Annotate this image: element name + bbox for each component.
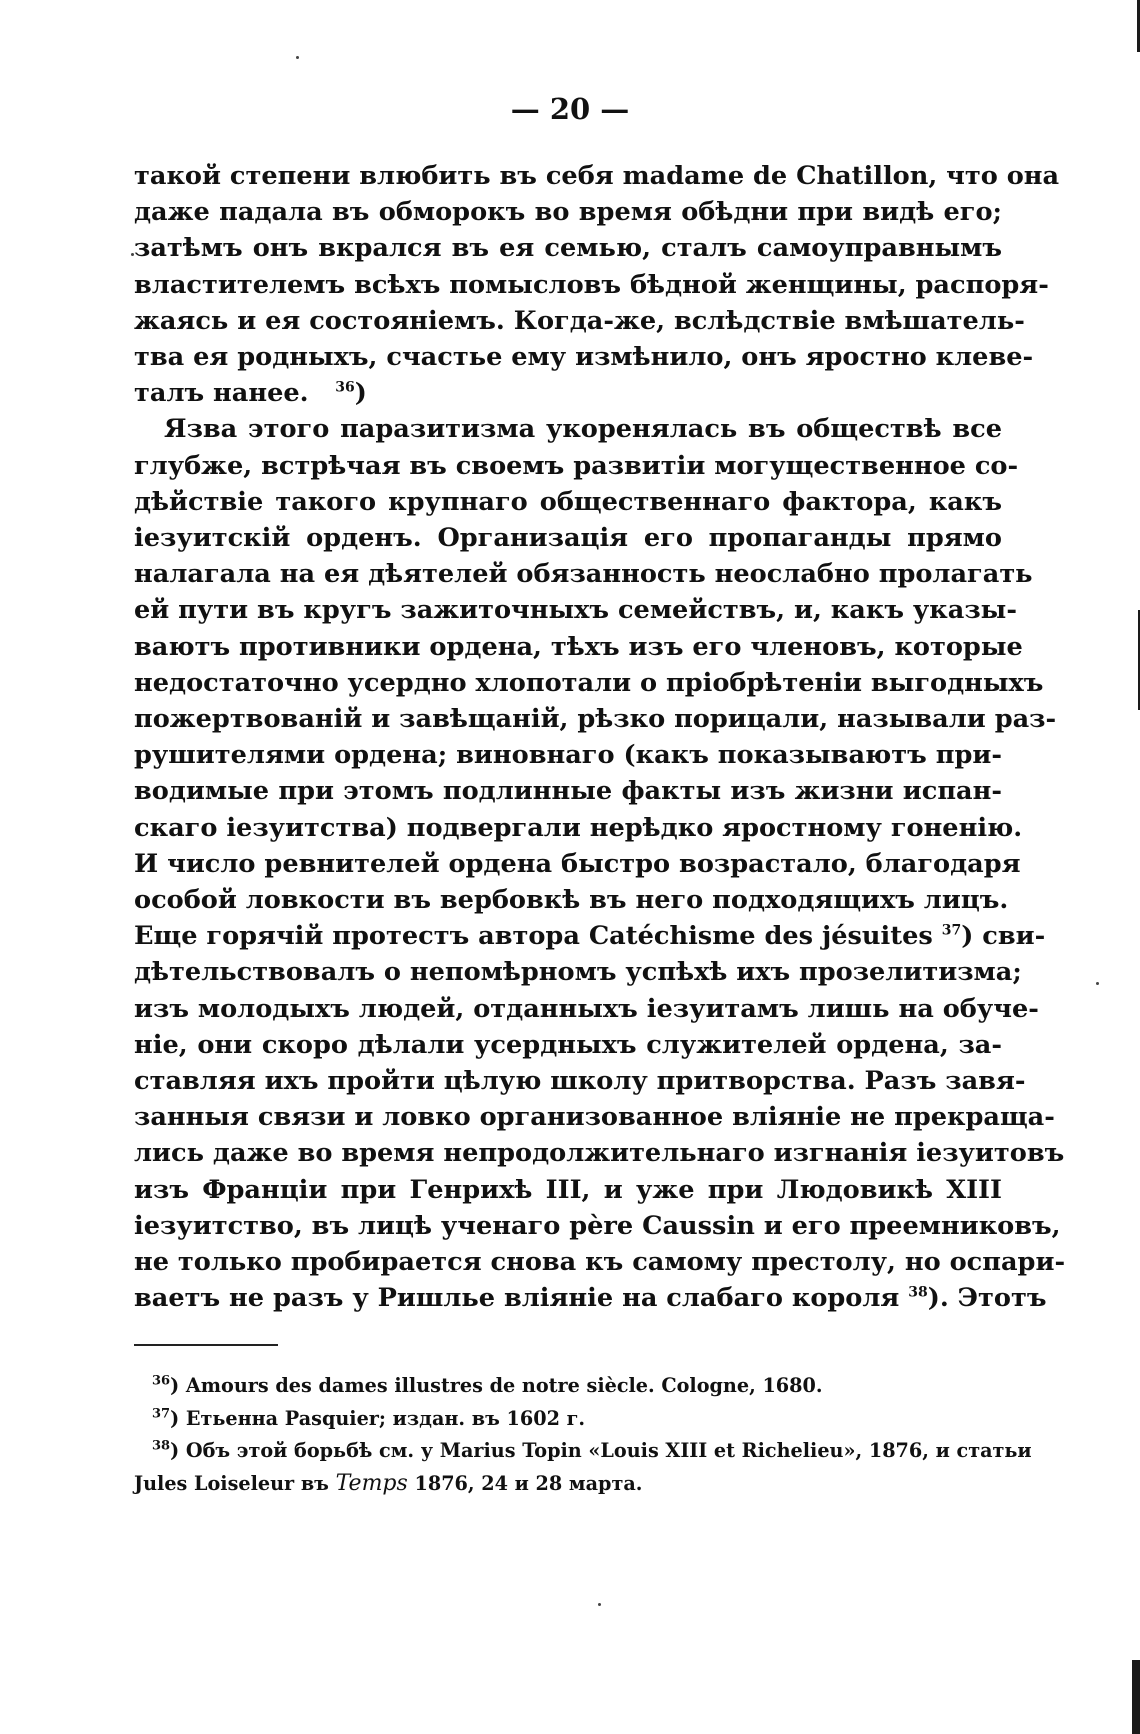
footnote-38-continued (134, 1468, 1002, 1501)
footnote-number: 38 (152, 1438, 171, 1454)
text-line-with-ref (134, 1280, 1047, 1316)
text-line: изъ Франціи при Генрихѣ III, и уже при Людовикѣ XIII (134, 1174, 1002, 1205)
footnote-37 (134, 1403, 1002, 1436)
text-line: іезуитство, въ лицѣ ученаго père Caussin и его преемниковъ, (134, 1210, 1061, 1241)
text-line: дѣтельствовалъ о непомѣрномъ успѣхѣ ихъ прозелитизма; (134, 957, 1022, 988)
body-text (134, 158, 1066, 1317)
text-line: жаясь и ея состояніемъ. Когда-же, вслѣдствіе вмѣшатель- (134, 305, 1025, 336)
text-line-fragment: Еще горячій протестъ автора Catéchisme des jésuites (134, 921, 933, 952)
scan-speck (598, 1603, 601, 1606)
text-line: Язва этого паразитизма укоренялась въ обществѣ все (164, 414, 1002, 445)
text-line: И число ревнителей ордена быстро возрастало, благодаря (134, 848, 1021, 879)
footnote-number: 37 (152, 1406, 171, 1422)
text-line-with-ref (134, 375, 1002, 411)
footnote-text: Jules Loiseleur въ (134, 1471, 329, 1495)
text-line: ей пути въ кругъ зажиточныхъ семействъ, и, какъ указы- (134, 595, 1017, 626)
footnote-text: 1876, 24 и 28 марта. (414, 1471, 643, 1495)
text-line: ставляя ихъ пройти цѣлую школу притворства. Разъ завя- (134, 1066, 1026, 1097)
text-line: іезуитскій орденъ. Организація его пропаганды прямо (134, 523, 1002, 554)
footnote-ref-37: 37 (941, 922, 962, 939)
footnote-number: 36 (152, 1373, 171, 1389)
footnote-36 (134, 1370, 1002, 1403)
text-line: налагала на ея дѣятелей обязанность неослабно пролагать (134, 559, 1033, 590)
text-line: рушителями ордена; виновнаго (какъ показываютъ при- (134, 740, 1002, 771)
text-line: глубже, встрѣчая въ своемъ развитіи могущественное со- (134, 450, 1019, 481)
scan-speck (1096, 982, 1099, 985)
text-line-fragment: сви- (982, 921, 1046, 952)
text-line-fragment: . Этотъ (939, 1283, 1047, 1314)
text-line-with-ref (134, 918, 1046, 954)
text-line: властителемъ всѣхъ помысловъ бѣдной женщины, распоря- (134, 269, 1049, 300)
footnote-text: ) Amours des dames illustres de notre siècle. Cologne, 1680. (170, 1374, 823, 1397)
text-line: лись даже во время непродолжительнаго изгнанія іезуитовъ (134, 1138, 1065, 1169)
footnote-italic-title: Temps (335, 1470, 408, 1496)
text-line-fragment: ваетъ не разъ у Ришлье вліяніе на слабаго короля (134, 1283, 900, 1314)
text-line: такой степени влюбить въ себя madame de Chatillon, что она (134, 161, 1060, 191)
text-line: затѣмъ онъ вкрался въ ея семью, сталъ самоуправнымъ (134, 233, 1002, 264)
footnote-38 (134, 1435, 1032, 1468)
text-line: не только пробирается снова къ самому престолу, но оспари- (134, 1247, 1066, 1278)
text-line: занныя связи и ловко организованное вліяніе не прекраща- (134, 1102, 1055, 1133)
footnote-divider (134, 1344, 278, 1346)
text-line: скаго іезуитства) подвергали нерѣдко яростному гоненію. (134, 812, 1023, 843)
footnote-ref-38: 38 (908, 1284, 928, 1301)
footnote-text: ) Объ этой борьбѣ см. у Marius Topin «Louis XIII et Richelieu», 1876, и статьи (170, 1439, 1032, 1462)
footnote-ref-36: 36 (335, 379, 355, 396)
text-line: даже падала въ обморокъ во время обѣдни при видѣ его; (134, 197, 1002, 228)
footnote-ref-close: ) (927, 1283, 940, 1314)
text-line: изъ молодыхъ людей, отданныхъ іезуитамъ лишь на обуче- (134, 993, 1039, 1024)
page-edge-bar-bottom (1132, 1660, 1140, 1734)
text-line: особой ловкости въ вербовкѣ въ него подходящихъ лицъ. (134, 885, 1009, 916)
text-line: водимые при этомъ подлинные факты изъ жизни испан- (134, 776, 1002, 807)
page-number: — 20 — (510, 92, 630, 126)
scan-speck (296, 56, 299, 59)
footnotes (134, 1370, 1032, 1500)
footnote-text: ) Етьенна Pasquier; издан. въ 1602 г. (170, 1406, 586, 1430)
footnote-ref-close: ) (961, 921, 974, 952)
text-line: ніе, они скоро дѣлали усердныхъ служителей ордена, за- (134, 1029, 1002, 1060)
text-line: пожертвованій и завѣщаній, рѣзко порицали, называли раз- (134, 704, 1057, 735)
text-line: дѣйствіе такого крупнаго общественнаго фактора, какъ (134, 486, 1002, 517)
text-line-fragment: талъ нанее. (134, 378, 309, 409)
text-line: тва ея родныхъ, счастье ему измѣнило, онъ яростно клеве- (134, 342, 1034, 373)
text-line: ваютъ противники ордена, тѣхъ изъ его членовъ, которые (134, 631, 1023, 662)
footnote-ref-close: ) (354, 378, 367, 409)
text-line: недостаточно усердно хлопотали о пріобрѣтеніи выгодныхъ (134, 667, 1044, 698)
